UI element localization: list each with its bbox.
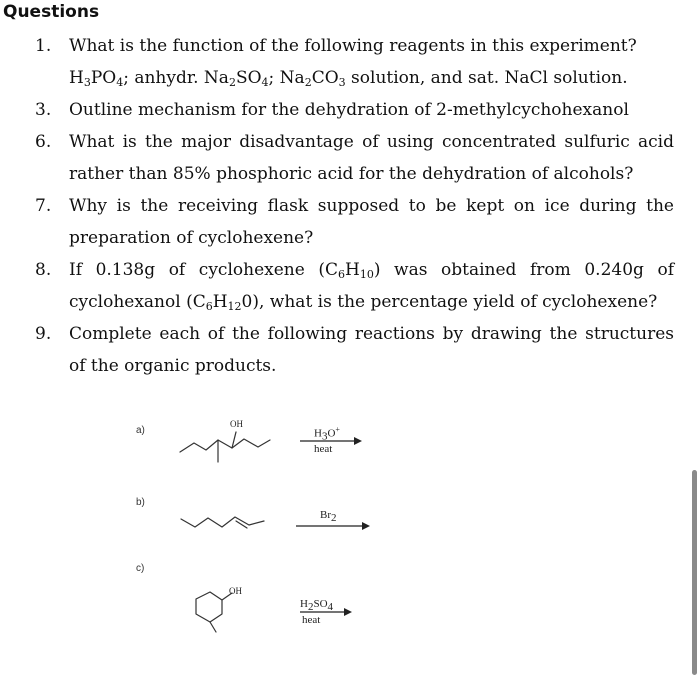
question-text-line: What is the function of the following reagents in this experiment? [69, 36, 637, 56]
molecule-a-skeleton [180, 439, 270, 452]
question-number: 9. [35, 324, 52, 344]
reaction-b-label: b) [136, 497, 145, 508]
question-number: 3. [35, 100, 52, 120]
question-text-line: rather than 85% phosphoric acid for the dehydration of alcohols? [69, 164, 634, 184]
question-text-line: Complete each of the following reactions by drawing the structures [69, 324, 674, 344]
scrollbar-thumb[interactable] [692, 470, 697, 675]
reaction-a-arrowhead [354, 437, 362, 445]
reaction-a-reagent-top: $H_3O^+$ [314, 425, 340, 443]
question-text-line: $H_3PO_4$; anhydr. $Na_2SO_4$; $Na_2CO_3$ solution, and sat. NaCl solution. [69, 68, 628, 89]
question-text-line: What is the major disadvantage of using concentrated sulfuric acid [69, 132, 674, 152]
reaction-c-arrowhead [344, 608, 352, 616]
question-text-line: cyclohexanol $(C_6H_{12}0)$, what is the percentage yield of cyclohexene? [69, 292, 658, 313]
reaction-b-reagent-top: $Br_2$ [320, 509, 337, 524]
question-text-line: preparation of cyclohexene? [69, 228, 314, 248]
question-number: 8. [35, 260, 52, 280]
molecule-b-skeleton [181, 517, 264, 527]
substituent-oh-a: OH [230, 419, 243, 429]
page-title: Questions [3, 2, 100, 22]
reaction-c-label: c) [136, 563, 145, 574]
question-text-line: Why is the receiving flask supposed to be kept on ice during the [69, 196, 674, 216]
reaction-a-reagent-bottom: heat [314, 443, 333, 455]
reaction-b-arrowhead [362, 522, 370, 530]
reaction-c-reagent-bottom: heat [302, 614, 321, 626]
question-text-line: If 0.138g of cyclohexene $(C_6H_{10})$ was obtained from 0.240g of [69, 260, 674, 281]
reaction-c-reagent-top: $H_2SO_4$ [300, 598, 334, 613]
molecule-c-ring [196, 592, 222, 622]
molecule-b-double-bond [236, 521, 247, 528]
question-number: 6. [35, 132, 52, 152]
reaction-a-label: a) [136, 425, 145, 436]
question-number: 1. [35, 36, 52, 56]
molecule-c-methyl [210, 622, 216, 632]
question-text-line: Outline mechanism for the dehydration of 2-methylcychohexanol [69, 100, 629, 120]
question-number: 7. [35, 196, 52, 216]
substituent-oh-c: OH [229, 586, 242, 596]
question-text-line: of the organic products. [69, 356, 277, 376]
